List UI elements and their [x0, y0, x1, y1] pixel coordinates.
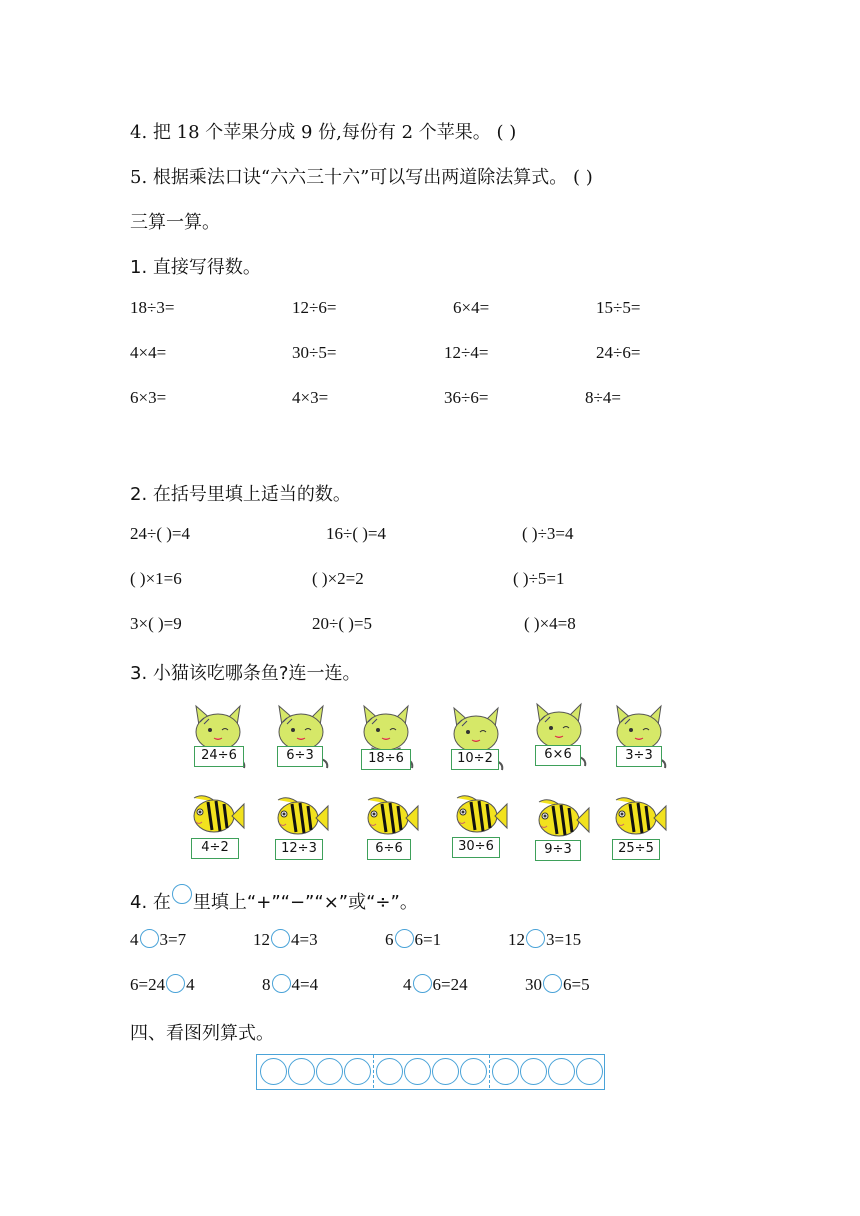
cat-card: 6×6	[535, 745, 581, 766]
cat-card: 3÷3	[616, 746, 662, 767]
calc-item: 12÷6=	[292, 298, 337, 317]
circle-icon	[316, 1058, 343, 1085]
fill-item: ( )×1=6	[130, 569, 182, 588]
judge-item-4: 4. 把 18 个苹果分成 9 份,每份有 2 个苹果。 ( )	[130, 122, 517, 143]
part-3-title: 3. 小猫该吃哪条鱼?连一连。	[130, 663, 361, 684]
fill-item: ( )×4=8	[524, 614, 576, 633]
fish-card: 25÷5	[612, 839, 660, 860]
fish-icon	[186, 792, 246, 840]
circle-icon	[576, 1058, 603, 1085]
cat-card: 10÷2	[451, 749, 499, 770]
fish-icon	[531, 796, 591, 844]
fish-icon	[608, 794, 668, 842]
operator-circle[interactable]	[526, 929, 545, 948]
circle-strip	[256, 1054, 605, 1090]
judge-item-5: 5. 根据乘法口诀“六六三十六”可以写出两道除法算式。 ( )	[130, 167, 593, 188]
operator-item: 8 4=4	[262, 975, 319, 994]
fish-icon	[449, 792, 509, 840]
circle-icon	[260, 1058, 287, 1085]
circle-icon	[344, 1058, 371, 1085]
fill-item: 16÷( )=4	[326, 524, 386, 543]
fill-item: ( )÷5=1	[513, 569, 565, 588]
fill-item: ( )×2=2	[312, 569, 364, 588]
part-4-title-suffix: 里填上“+”“−”“×”或“÷”。	[192, 892, 418, 913]
fill-item: 3×( )=9	[130, 614, 182, 633]
group-divider	[373, 1055, 374, 1088]
operator-circle[interactable]	[271, 929, 290, 948]
operator-circle[interactable]	[272, 974, 291, 993]
cat-card: 18÷6	[361, 749, 411, 770]
part-4-title	[130, 884, 418, 914]
operator-item: 4 6=24	[403, 975, 468, 994]
calc-item: 4×4=	[130, 343, 167, 362]
section-4-title: 四、看图列算式。	[130, 1023, 274, 1044]
fill-item: 24÷( )=4	[130, 524, 190, 543]
operator-item: 12 4=3	[253, 930, 318, 949]
fish-card: 12÷3	[275, 839, 323, 860]
calc-item: 30÷5=	[292, 343, 337, 362]
fish-card: 4÷2	[191, 838, 239, 859]
fish-icon	[270, 794, 330, 842]
circle-icon	[548, 1058, 575, 1085]
circle-icon	[404, 1058, 431, 1085]
cat-card: 24÷6	[194, 746, 244, 767]
circle-icon	[520, 1058, 547, 1085]
fill-item: ( )÷3=4	[522, 524, 574, 543]
part-2-title: 2. 在括号里填上适当的数。	[130, 484, 351, 505]
calc-item: 15÷5=	[596, 298, 641, 317]
part-1-title: 1. 直接写得数。	[130, 257, 261, 278]
circle-icon	[376, 1058, 403, 1085]
operator-circle[interactable]	[166, 974, 185, 993]
calc-item: 6×3=	[130, 388, 167, 407]
part-4-title-prefix: 4. 在	[130, 892, 171, 913]
calc-item: 8÷4=	[585, 388, 621, 407]
circle-icon	[492, 1058, 519, 1085]
cat-card: 6÷3	[277, 746, 323, 767]
calc-item: 6×4=	[453, 298, 490, 317]
fish-card: 6÷6	[367, 839, 411, 860]
operator-circle[interactable]	[413, 974, 432, 993]
fill-item: 20÷( )=5	[312, 614, 372, 633]
operator-circle[interactable]	[543, 974, 562, 993]
circle-icon	[288, 1058, 315, 1085]
operator-item: 4 3=7	[130, 930, 187, 949]
section-3-title: 三算一算。	[130, 212, 220, 233]
circle-icon	[172, 884, 192, 904]
circle-icon	[460, 1058, 487, 1085]
calc-item: 24÷6=	[596, 343, 641, 362]
fish-card: 30÷6	[452, 837, 500, 858]
group-divider	[489, 1055, 490, 1088]
calc-item: 4×3=	[292, 388, 329, 407]
calc-item: 18÷3=	[130, 298, 175, 317]
operator-circle[interactable]	[140, 929, 159, 948]
calc-item: 36÷6=	[444, 388, 489, 407]
circle-icon	[432, 1058, 459, 1085]
operator-item: 6=24 4	[130, 975, 195, 994]
operator-item: 6 6=1	[385, 930, 442, 949]
calc-item: 12÷4=	[444, 343, 489, 362]
operator-item: 30 6=5	[525, 975, 590, 994]
operator-item: 12 3=15	[508, 930, 582, 949]
fish-icon	[360, 794, 420, 842]
operator-circle[interactable]	[395, 929, 414, 948]
fish-card: 9÷3	[535, 840, 581, 861]
